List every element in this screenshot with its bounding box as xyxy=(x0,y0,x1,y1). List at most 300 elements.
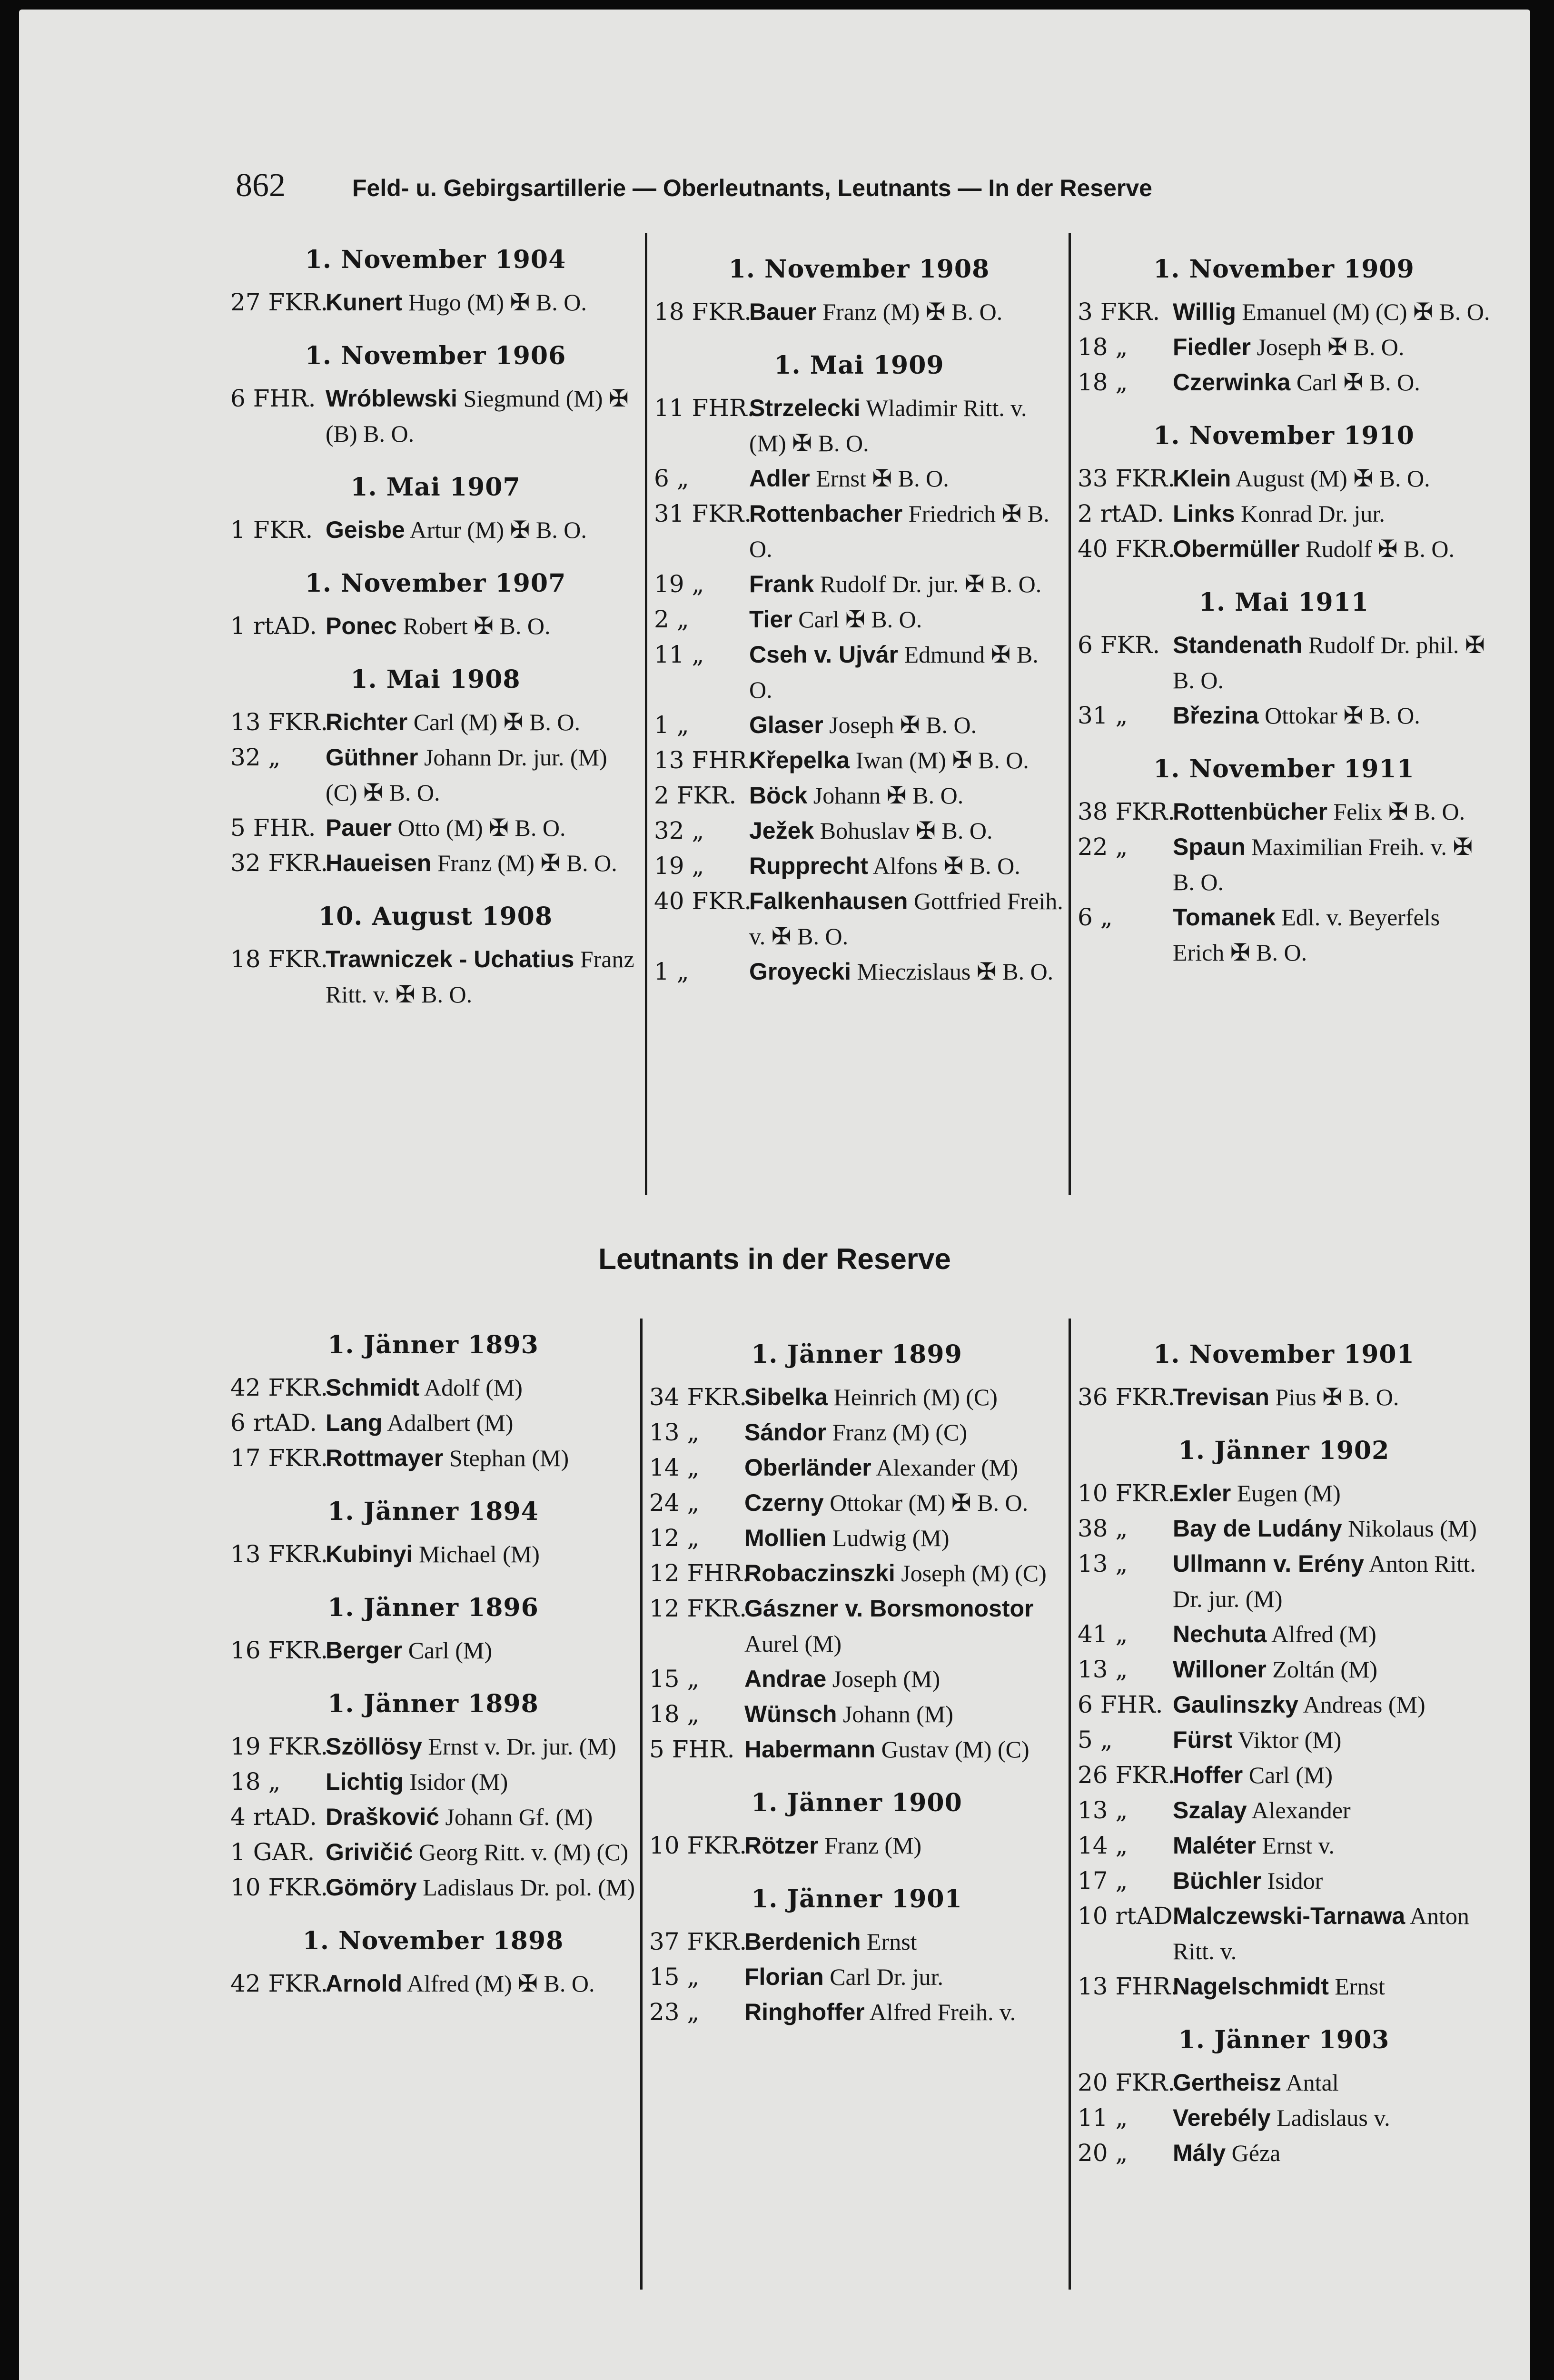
unit-label: 19 FKR. xyxy=(230,1733,328,1760)
officer-entry xyxy=(230,512,641,547)
officer-text xyxy=(1173,1687,1490,1722)
unit-label: 5 „ xyxy=(1078,1726,1113,1754)
officer-text xyxy=(1173,1969,1490,2004)
unit-label: 1 FKR. xyxy=(230,516,313,544)
unit-label: 18 FKR. xyxy=(654,298,752,326)
officer-text xyxy=(326,1764,636,1799)
officer-entry xyxy=(654,954,1064,989)
given-names-and-decorations: Artur (M) ✠ B. O. xyxy=(409,516,587,543)
officer-entry xyxy=(1078,829,1490,900)
officer-text xyxy=(326,942,641,1012)
officer-text xyxy=(744,1450,1064,1485)
date-heading: 1. November 1904 xyxy=(305,245,566,274)
surname: Klein xyxy=(1173,465,1231,492)
given-names-and-decorations: Ladislaus v. xyxy=(1277,2104,1390,2131)
unit-label: 2 FKR. xyxy=(654,782,737,809)
surname: Czerwinka xyxy=(1173,369,1291,396)
unit-label: 32 FKR. xyxy=(230,849,328,877)
given-names-and-decorations: Joseph (M) (C) xyxy=(901,1560,1047,1587)
given-names-and-decorations: Otto (M) ✠ B. O. xyxy=(397,814,566,841)
date-heading: 1. November 1911 xyxy=(1153,754,1415,783)
unit-label: 2 rtAD. xyxy=(1078,500,1165,527)
surname: Richter xyxy=(326,709,408,735)
given-names-and-decorations: Alfred Freih. v. xyxy=(869,1999,1016,2025)
officer-entry xyxy=(230,608,641,644)
date-heading: 1. Jänner 1893 xyxy=(327,1330,539,1359)
surname: Willoner xyxy=(1173,1656,1267,1683)
given-names-and-decorations: Alfred (M) ✠ B. O. xyxy=(406,1970,595,1997)
officer-entry xyxy=(230,1966,636,2001)
date-heading: 1. Mai 1911 xyxy=(1198,588,1369,617)
officer-text xyxy=(744,1994,1064,2030)
surname: Kunert xyxy=(326,289,403,316)
given-names-and-decorations: Franz (M) (C) xyxy=(832,1419,968,1446)
officer-text xyxy=(1173,829,1490,900)
officer-entry xyxy=(230,1440,636,1476)
surname: Lang xyxy=(326,1409,383,1436)
officer-text xyxy=(1173,1616,1490,1652)
unit-label: 37 FKR. xyxy=(649,1928,747,1955)
unit-label: 10 FKR. xyxy=(230,1874,328,1901)
officer-text xyxy=(326,1633,636,1668)
given-names-and-decorations: Rudolf Dr. jur. ✠ B. O. xyxy=(820,571,1042,597)
unit-label: 27 FKR. xyxy=(230,288,328,316)
officer-text xyxy=(749,778,1064,813)
officer-entry xyxy=(649,1450,1064,1485)
officer-text xyxy=(326,1966,636,2001)
officer-entry xyxy=(649,1485,1064,1520)
unit-label: 32 „ xyxy=(230,744,281,771)
oberleutnants-column-2 xyxy=(645,233,1071,1195)
date-heading: 1. November 1901 xyxy=(1153,1340,1415,1369)
officer-text xyxy=(326,1729,636,1764)
page-header xyxy=(236,167,1340,205)
officer-entry xyxy=(1078,2135,1490,2171)
officer-text xyxy=(326,1440,636,1476)
leutnants-column-2 xyxy=(640,1319,1071,2290)
officer-text xyxy=(749,743,1064,778)
unit-label: 6 FKR. xyxy=(1078,631,1160,659)
officer-entry xyxy=(654,602,1064,637)
unit-label: 42 FKR. xyxy=(230,1374,328,1401)
surname: Lichtig xyxy=(326,1768,404,1795)
surname: Hoffer xyxy=(1173,1762,1243,1788)
unit-label: 6 FHR. xyxy=(230,385,316,412)
surname: Ringhoffer xyxy=(744,1999,865,2025)
date-heading: 1. Jänner 1894 xyxy=(327,1497,539,1526)
unit-label: 4 rtAD. xyxy=(230,1803,317,1831)
officer-entry xyxy=(649,1591,1064,1661)
officer-text xyxy=(1173,294,1490,329)
given-names-and-decorations: Isidor xyxy=(1267,1867,1323,1894)
given-names-and-decorations: Adolf (M) xyxy=(424,1374,523,1401)
surname: Büchler xyxy=(1173,1867,1262,1894)
officer-text xyxy=(1173,329,1490,365)
officer-entry xyxy=(1078,1863,1490,1898)
officer-entry xyxy=(1078,1652,1490,1687)
surname: Czerny xyxy=(744,1489,824,1516)
surname: Gászner v. Borsmonostor xyxy=(744,1595,1034,1622)
given-names-and-decorations: Ernst v. xyxy=(1262,1832,1335,1859)
leutnants-column-1 xyxy=(224,1309,643,2001)
given-names-and-decorations: Carl (M) ✠ B. O. xyxy=(413,709,580,735)
given-names-and-decorations: Joseph ✠ B. O. xyxy=(1257,334,1405,360)
officer-text xyxy=(326,1405,636,1440)
officer-text xyxy=(326,381,641,451)
officer-entry xyxy=(1078,2100,1490,2135)
officer-text xyxy=(1173,1652,1490,1687)
officer-entry xyxy=(1078,900,1490,970)
given-names-and-decorations: Anton Ritt. v. xyxy=(1173,1903,1469,1964)
given-names-and-decorations: Siegmund (M) ✠ (B) B. O. xyxy=(326,385,629,447)
officer-text xyxy=(749,461,1064,496)
officer-entry xyxy=(230,1729,636,1764)
unit-label: 34 FKR. xyxy=(649,1383,747,1411)
given-names-and-decorations: Joseph ✠ B. O. xyxy=(829,712,977,738)
officer-text xyxy=(1173,1476,1490,1511)
given-names-and-decorations: Franz (M) ✠ B. O. xyxy=(822,298,1003,325)
officer-text xyxy=(1173,1793,1490,1828)
unit-label: 13 „ xyxy=(649,1418,700,1446)
unit-label: 2 „ xyxy=(654,605,689,633)
given-names-and-decorations: Johann Gf. (M) xyxy=(445,1804,593,1830)
officer-entry xyxy=(1078,1969,1490,2004)
surname: Ponec xyxy=(326,613,397,639)
given-names-and-decorations: Felix ✠ B. O. xyxy=(1333,798,1465,825)
surname: Nagelschmidt xyxy=(1173,1973,1329,2000)
officer-entry xyxy=(649,1556,1064,1591)
given-names-and-decorations: Isidor (M) xyxy=(409,1768,508,1795)
officer-entry xyxy=(1078,1722,1490,1757)
surname: Cseh v. Ujvár xyxy=(749,641,899,668)
given-names-and-decorations: Edl. v. Beyerfels Erich ✠ B. O. xyxy=(1173,904,1440,966)
surname: Maléter xyxy=(1173,1832,1257,1859)
date-heading: 10. August 1908 xyxy=(318,902,553,931)
given-names-and-decorations: Emanuel (M) (C) ✠ B. O. xyxy=(1242,298,1490,325)
surname: Wróblewski xyxy=(326,385,457,412)
officer-text xyxy=(744,1591,1064,1661)
unit-label: 18 FKR. xyxy=(230,945,328,973)
officer-entry xyxy=(230,1835,636,1870)
given-names-and-decorations: Alfons ✠ B. O. xyxy=(872,853,1020,879)
surname: Kubinyi xyxy=(326,1541,413,1567)
officer-text xyxy=(326,608,641,644)
given-names-and-decorations: Konrad Dr. jur. xyxy=(1241,500,1385,527)
date-heading: 1. November 1908 xyxy=(728,255,990,284)
date-heading: 1. Mai 1907 xyxy=(350,473,521,502)
unit-label: 31 „ xyxy=(1078,702,1128,729)
unit-label: 1 GAR. xyxy=(230,1838,315,1866)
unit-label: 23 „ xyxy=(649,1998,700,2026)
unit-label: 20 FKR. xyxy=(1078,2069,1176,2096)
given-names-and-decorations: Hugo (M) ✠ B. O. xyxy=(408,289,587,316)
given-names-and-decorations: Gustav (M) (C) xyxy=(881,1736,1029,1763)
officer-entry xyxy=(230,1405,636,1440)
given-names-and-decorations: Michael (M) xyxy=(418,1541,540,1567)
unit-label: 14 „ xyxy=(1078,1832,1128,1859)
surname: Verebély xyxy=(1173,2104,1271,2131)
given-names-and-decorations: Franz Ritt. v. ✠ B. O. xyxy=(326,946,634,1008)
given-names-and-decorations: Carl Dr. jur. xyxy=(830,1964,944,1990)
unit-label: 41 „ xyxy=(1078,1620,1128,1648)
unit-label: 19 „ xyxy=(654,570,704,598)
given-names-and-decorations: Géza xyxy=(1231,2140,1281,2166)
date-heading: 1. November 1910 xyxy=(1153,421,1415,450)
surname: Tomanek xyxy=(1173,904,1276,931)
unit-label: 3 FKR. xyxy=(1078,298,1160,326)
unit-label: 13 FKR. xyxy=(230,1540,328,1568)
given-names-and-decorations: Carl ✠ B. O. xyxy=(798,606,922,633)
surname: Mollien xyxy=(744,1525,827,1551)
officer-text xyxy=(744,1661,1064,1696)
officer-entry xyxy=(654,496,1064,566)
officer-text xyxy=(1173,1828,1490,1863)
officer-entry xyxy=(230,381,641,451)
unit-label: 16 FKR. xyxy=(230,1636,328,1664)
surname: Florian xyxy=(744,1964,824,1990)
surname: Links xyxy=(1173,500,1235,527)
officer-entry xyxy=(654,390,1064,461)
given-names-and-decorations: Ladislaus Dr. pol. (M) xyxy=(423,1874,635,1901)
unit-label: 1 „ xyxy=(654,711,689,739)
surname: Exler xyxy=(1173,1480,1231,1507)
given-names-and-decorations: Alexander (M) xyxy=(876,1454,1018,1481)
surname: Andrae xyxy=(744,1666,827,1692)
unit-label: 1 „ xyxy=(654,958,689,985)
given-names-and-decorations: Carl (M) xyxy=(1248,1762,1333,1788)
officer-entry xyxy=(230,704,641,740)
given-names-and-decorations: Antal xyxy=(1286,2069,1339,2096)
officer-entry xyxy=(649,1959,1064,1994)
unit-label: 6 FHR. xyxy=(1078,1691,1163,1718)
surname: Glaser xyxy=(749,712,823,738)
officer-text xyxy=(749,637,1064,707)
surname: Oberländer xyxy=(744,1454,871,1481)
page-number: 862 xyxy=(236,167,286,204)
officer-text xyxy=(1173,531,1490,566)
surname: Güthner xyxy=(326,744,418,771)
surname: Drašković xyxy=(326,1804,440,1830)
date-heading: 1. Mai 1909 xyxy=(774,351,944,380)
date-heading: 1. November 1898 xyxy=(302,1926,564,1955)
given-names-and-decorations: Carl (M) xyxy=(408,1637,493,1664)
officer-entry xyxy=(649,1994,1064,2030)
given-names-and-decorations: Viktor (M) xyxy=(1237,1726,1342,1753)
officer-entry xyxy=(649,1415,1064,1450)
officer-entry xyxy=(1078,531,1490,566)
officer-text xyxy=(749,602,1064,637)
surname: Szalay xyxy=(1173,1797,1247,1824)
surname: Gaulinszky xyxy=(1173,1691,1298,1718)
officer-text xyxy=(749,813,1064,848)
date-heading: 1. Mai 1908 xyxy=(350,665,521,694)
unit-label: 38 „ xyxy=(1078,1515,1128,1542)
given-names-and-decorations: Joseph (M) xyxy=(832,1666,940,1692)
unit-label: 13 FKR. xyxy=(230,708,328,736)
leutnants-column-3 xyxy=(1069,1319,1497,2290)
officer-text xyxy=(1173,794,1490,829)
unit-label: 38 FKR. xyxy=(1078,798,1176,825)
unit-label: 17 FKR. xyxy=(230,1444,328,1472)
given-names-and-decorations: Alfred (M) xyxy=(1271,1621,1376,1647)
surname: Nechuta xyxy=(1173,1621,1267,1647)
officer-text xyxy=(744,1556,1064,1591)
surname: Falkenhausen xyxy=(749,888,908,914)
given-names-and-decorations: Franz (M) ✠ B. O. xyxy=(437,850,617,876)
officer-text xyxy=(1173,2100,1490,2135)
given-names-and-decorations: Heinrich (M) (C) xyxy=(833,1384,998,1410)
surname: Willig xyxy=(1173,298,1236,325)
given-names-and-decorations: Anton Ritt. Dr. jur. (M) xyxy=(1173,1550,1476,1612)
unit-label: 33 FKR. xyxy=(1078,465,1176,492)
officer-text xyxy=(749,848,1064,883)
officer-entry xyxy=(1078,1511,1490,1546)
given-names-and-decorations: August (M) ✠ B. O. xyxy=(1236,465,1430,492)
officer-text xyxy=(326,845,641,881)
given-names-and-decorations: Pius ✠ B. O. xyxy=(1275,1384,1399,1410)
given-names-and-decorations: Mieczislaus ✠ B. O. xyxy=(857,958,1054,985)
officer-entry xyxy=(1078,294,1490,329)
running-title: Feld- u. Gebirgsartillerie — Oberleutnants, Leutnants — In der Reserve xyxy=(352,175,1152,201)
officer-entry xyxy=(230,942,641,1012)
surname: Bauer xyxy=(749,298,817,325)
date-heading: 1. Jänner 1903 xyxy=(1178,2025,1390,2054)
unit-label: 13 FHR. xyxy=(1078,1973,1178,2000)
unit-label: 17 „ xyxy=(1078,1867,1128,1894)
officer-text xyxy=(1173,1898,1490,1969)
officer-entry xyxy=(1078,329,1490,365)
unit-label: 22 „ xyxy=(1078,833,1128,861)
given-names-and-decorations: Iwan (M) ✠ B. O. xyxy=(855,747,1029,774)
unit-label: 13 FHR. xyxy=(654,746,755,774)
officer-entry xyxy=(649,1379,1064,1415)
unit-label: 10 FKR. xyxy=(649,1832,747,1859)
surname: Rottmayer xyxy=(326,1445,444,1471)
date-heading: 1. Jänner 1899 xyxy=(751,1340,962,1369)
officer-text xyxy=(326,740,641,810)
officer-text xyxy=(1173,461,1490,496)
officer-entry xyxy=(649,1661,1064,1696)
officer-entry xyxy=(649,1732,1064,1767)
officer-text xyxy=(749,707,1064,743)
given-names-and-decorations: Aurel (M) xyxy=(744,1630,842,1657)
officer-entry xyxy=(230,1764,636,1799)
officer-entry xyxy=(1078,1476,1490,1511)
surname: Adler xyxy=(749,465,810,492)
officer-text xyxy=(326,1370,636,1405)
officer-text xyxy=(744,1828,1064,1863)
unit-label: 14 „ xyxy=(649,1454,700,1481)
officer-text xyxy=(1173,1757,1490,1793)
officer-entry xyxy=(1078,1616,1490,1652)
officer-text xyxy=(1173,365,1490,400)
surname: Standenath xyxy=(1173,632,1303,658)
unit-label: 15 „ xyxy=(649,1963,700,1991)
unit-label: 40 FKR. xyxy=(654,887,752,915)
surname: Bay de Ludány xyxy=(1173,1515,1342,1542)
surname: Berdenich xyxy=(744,1928,861,1955)
officer-entry xyxy=(230,1870,636,1905)
surname: Gertheisz xyxy=(1173,2069,1281,2096)
officer-text xyxy=(326,704,641,740)
officer-text xyxy=(1173,627,1490,698)
officer-entry xyxy=(1078,365,1490,400)
given-names-and-decorations: Ernst xyxy=(867,1928,917,1955)
date-heading: 1. Jänner 1901 xyxy=(751,1884,962,1914)
surname: Groyecki xyxy=(749,958,851,985)
given-names-and-decorations: Johann (M) xyxy=(842,1701,953,1727)
unit-label: 20 „ xyxy=(1078,2139,1128,2167)
officer-entry xyxy=(230,1370,636,1405)
surname: Gömöry xyxy=(326,1874,417,1901)
officer-entry xyxy=(654,848,1064,883)
officer-text xyxy=(1173,698,1490,733)
officer-entry xyxy=(1078,1828,1490,1863)
surname: Schmidt xyxy=(326,1374,420,1401)
surname: Trevisan xyxy=(1173,1384,1269,1410)
given-names-and-decorations: Georg Ritt. v. (M) (C) xyxy=(418,1839,629,1865)
officer-entry xyxy=(1078,698,1490,733)
surname: Fiedler xyxy=(1173,334,1251,360)
surname: Mály xyxy=(1173,2140,1226,2166)
officer-text xyxy=(749,954,1064,989)
surname: Březina xyxy=(1173,702,1259,729)
officer-text xyxy=(744,1959,1064,1994)
officer-entry xyxy=(230,1633,636,1668)
officer-text xyxy=(1173,1511,1490,1546)
surname: Sándor xyxy=(744,1419,827,1446)
officer-text xyxy=(749,883,1064,954)
given-names-and-decorations: Ernst v. Dr. jur. (M) xyxy=(428,1733,616,1760)
surname: Haueisen xyxy=(326,850,432,876)
given-names-and-decorations: Ernst ✠ B. O. xyxy=(816,465,949,492)
given-names-and-decorations: Edmund ✠ B. O. xyxy=(749,641,1039,703)
date-heading: 1. Jänner 1900 xyxy=(751,1788,962,1817)
officer-text xyxy=(744,1485,1064,1520)
unit-label: 18 „ xyxy=(649,1700,700,1728)
officer-text xyxy=(744,1415,1064,1450)
officer-entry xyxy=(1078,496,1490,531)
oberleutnants-column-3 xyxy=(1069,233,1497,1195)
officer-entry xyxy=(649,1696,1064,1732)
date-heading: 1. Jänner 1898 xyxy=(327,1689,539,1718)
unit-label: 31 FKR. xyxy=(654,500,752,527)
unit-label: 24 „ xyxy=(649,1489,700,1517)
date-heading: 1. Jänner 1902 xyxy=(1178,1436,1390,1465)
officer-entry xyxy=(1078,1546,1490,1616)
given-names-and-decorations: Bohuslav ✠ B. O. xyxy=(820,817,993,844)
officer-entry xyxy=(649,1828,1064,1863)
officer-entry xyxy=(230,1799,636,1835)
officer-entry xyxy=(1078,794,1490,829)
surname: Robaczinszki xyxy=(744,1560,895,1587)
given-names-and-decorations: Ernst xyxy=(1335,1973,1385,2000)
unit-label: 40 FKR. xyxy=(1078,535,1176,563)
surname: Spaun xyxy=(1173,833,1246,860)
officer-text xyxy=(749,496,1064,566)
officer-entry xyxy=(654,778,1064,813)
unit-label: 13 „ xyxy=(1078,1550,1128,1577)
date-heading: 1. Jänner 1896 xyxy=(327,1593,539,1622)
officer-entry xyxy=(649,1520,1064,1556)
given-names-and-decorations: Zoltán (M) xyxy=(1272,1656,1378,1683)
given-names-and-decorations: Wladimir Ritt. v. (M) ✠ B. O. xyxy=(749,395,1027,456)
given-names-and-decorations: Nikolaus (M) xyxy=(1348,1515,1477,1542)
unit-label: 15 „ xyxy=(649,1665,700,1693)
officer-entry xyxy=(1078,1379,1490,1415)
given-names-and-decorations: Eugen (M) xyxy=(1237,1480,1341,1507)
officer-entry xyxy=(654,707,1064,743)
